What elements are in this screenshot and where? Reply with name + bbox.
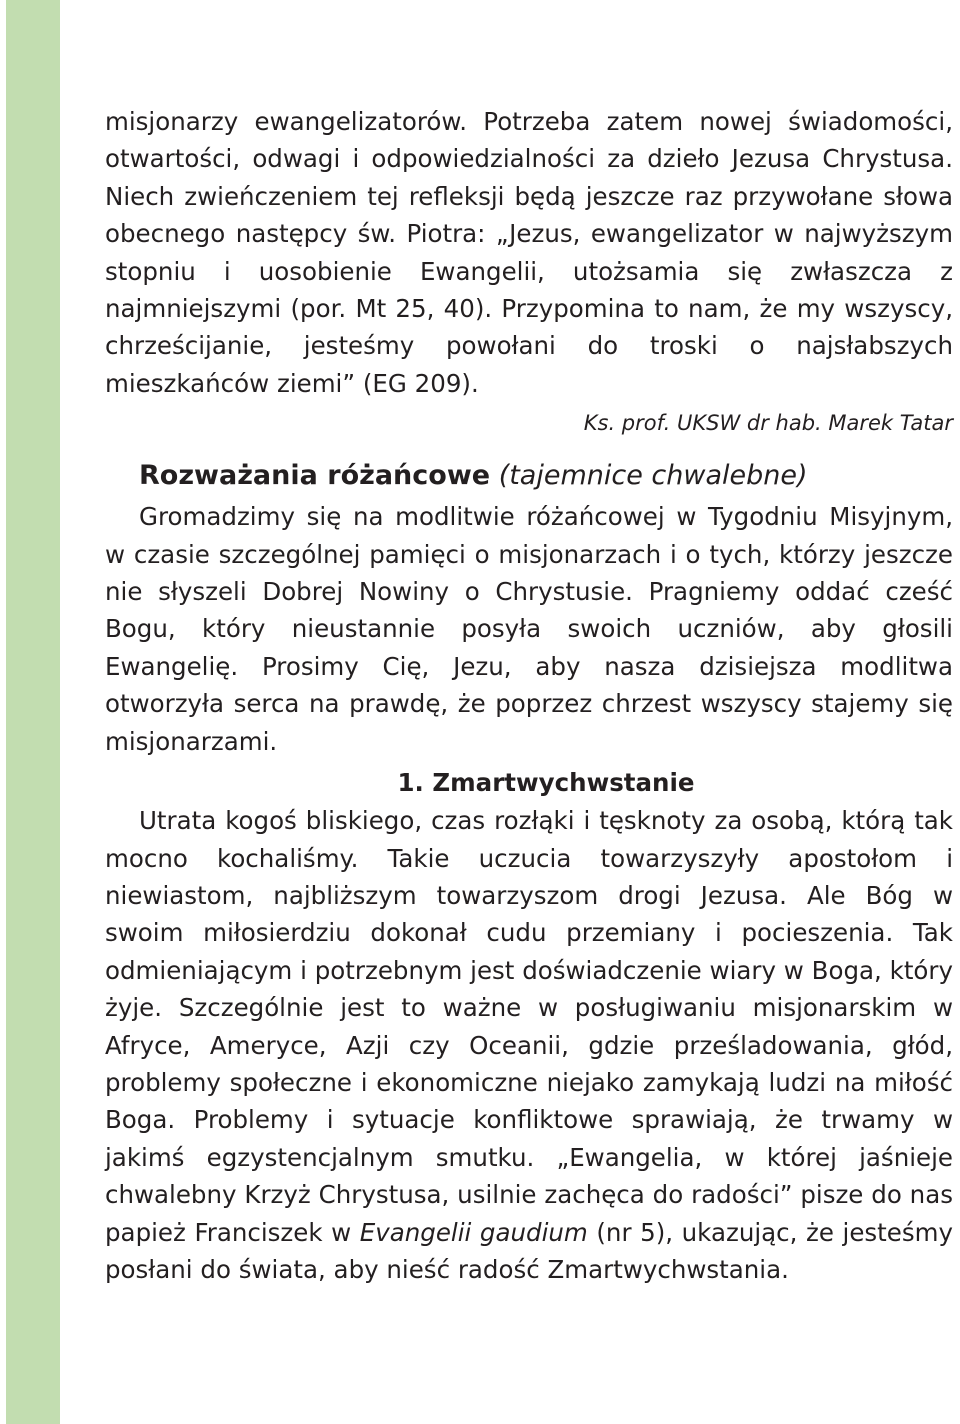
section-intro-paragraph: Gromadzimy się na modlitwie różańcowej w Tygodniu Misyjnym, w czasie szczególnej pamięci o misjonarzach i o tych, którzy jeszcze nie słyszeli Dobrej Nowiny o Chrystusie. Pragniemy oddać cześć Bogu, który nieustannie posyła swoich uczniów, aby głosili Ewangelię. Prosimy Cię, Jezu, aby nasza dzisiejsza modlitwa otworzyła serca na prawdę, że poprzez chrzest wszyscy stajemy się misjonarzami. xyxy=(105,502,953,756)
mystery-text-italic-title: Evangelii gaudium xyxy=(359,1217,588,1247)
mystery-text-part-2: (nr 5), ukazując, że jesteśmy posłani do świata, aby nieść radość Zmartwychwstania. xyxy=(105,1217,953,1284)
author-signature: Ks. prof. UKSW dr hab. Marek Tatar xyxy=(583,411,953,436)
section-heading xyxy=(139,456,953,496)
page-content xyxy=(105,103,953,1288)
section-heading-main: Rozważania różańcowe xyxy=(139,460,491,492)
side-color-band xyxy=(6,0,60,1424)
section-heading-subtitle: (tajemnice chwalebne) xyxy=(498,460,808,492)
mystery-text-part-1: Utrata kogoś bliskiego, czas rozłąki i tęsknoty za osobą, którą tak mocno kochaliśmy. Takie uczucia towarzyszyły apostołom i niewiastom, najbliższym towarzyszom drogi Jezusa. Ale Bóg w swoim miłosierdziu dokonał cudu przemiany i pocieszenia. Tak odmieniającym i potrzebnym jest doświadczenie wiary w Boga, który żyje. Szczególnie jest to ważne w posługiwaniu misjonarskim w Afryce, Ameryce, Azji czy Oceanii, gdzie prześladowania, głód, problemy społeczne i ekonomiczne niejako zamykają ludzi na miłość Boga. Problemy i sytuacje konfliktowe sprawiają, że trwamy w jakimś egzystencjalnym smutku. „Ewangelia, w której jaśnieje chwalebny Krzyż Chrystusa, usilnie zachęca do radości” pisze do nas papież Franciszek w xyxy=(105,806,953,1247)
mystery-heading: 1. Zmartwychwstanie xyxy=(397,768,695,798)
mystery-paragraph xyxy=(105,802,953,1288)
intro-paragraph: misjonarzy ewangelizatorów. Potrzeba zatem nowej świadomości, otwartości, odwagi i odpowiedzialności za dzieło Jezusa Chrystusa. Niech zwieńczeniem tej refleksji będą jeszcze raz przywołane słowa obecnego następcy św. Piotra: „Jezus, ewangelizator w najwyższym stopniu i uosobienie Ewangelii, utożsamia się zwłaszcza z najmniejszymi (por. Mt 25, 40). Przypomina to nam, że my wszyscy, chrześcijanie, jesteśmy powołani do troski o najsłabszych mieszkańców ziemi” (EG 209). xyxy=(105,107,953,398)
